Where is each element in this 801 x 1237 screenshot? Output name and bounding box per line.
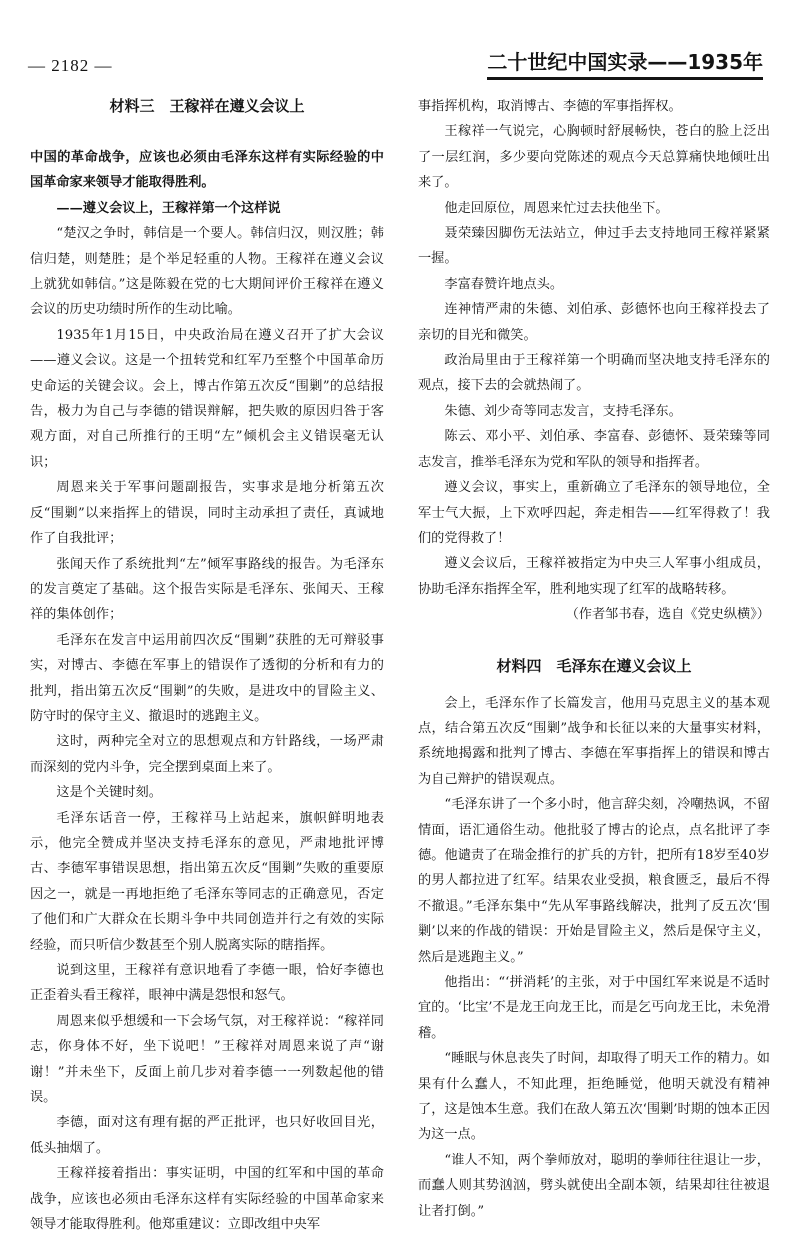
paragraph: 毛泽东话音一停，王稼祥马上站起来，旗帜鲜明地表示，他完全赞成并坚决支持毛泽东的意见，严肃地批评博古、李德军事错误思想，指出第五次反“围剿”失败的重要原因之一，就是一再地拒绝了毛泽东等同志的正确意见，否定了他们和广大群众在长期斗争中共同创造并行之有效的实际经验，而只听信少数甚至个别人脱离实际的瞎指挥。	[30, 810, 384, 953]
attribution: （作者邹书春，选自《党史纵横》）	[565, 607, 770, 623]
page-number: — 2182 —	[28, 56, 113, 75]
paragraph: 毛泽东在发言中运用前四次反“围剿”获胜的无可辩驳事实，对博古、李德在军事上的错误作了透彻的分析和有力的批判，指出第五次反“围剿”的失败，是进攻中的冒险主义、防守时的保守主义、撤退时的逃跑主义。	[30, 632, 384, 724]
paragraph: 陈云、邓小平、刘伯承、李富春、彭德怀、聂荣臻等同志发言，推举毛泽东为党和军队的领导和指挥者。	[418, 429, 770, 470]
lead-quote: 中国的革命战争，应该也必须由毛泽东这样有实际经验的中国革命家来领导才能取得胜利。	[30, 150, 384, 191]
paragraph: “楚汉之争时，韩信是一个要人。韩信归汉，则汉胜；韩信归楚，则楚胜；是个举足轻重的人物。王稼祥在遵义会议上就犹如韩信。”这是陈毅在党的七大期间评价王稼祥在遵义会议的历史功绩时所作的生动比喻。	[30, 226, 384, 318]
paragraph: 王稼祥一气说完，心胸顿时舒展畅快，苍白的脸上泛出了一层红润，多少要向党陈述的观点今天总算痛快地倾吐出来了。	[418, 124, 770, 191]
paragraph: 这是个关键时刻。	[56, 785, 162, 801]
paragraph: 李富春赞许地点头。	[444, 276, 564, 292]
paragraph: 他指出：“‘拼消耗’的主张，对于中国红军来说是不适时宜的。‘比宝’不是龙王向龙王比，而是乞丐向龙王比，未免滑稽。	[418, 975, 770, 1041]
left-column	[30, 94, 384, 1237]
paragraph: 这时，两种完全对立的思想观点和方针路线，一场严肃而深刻的党内斗争，完全摆到桌面上来了。	[30, 734, 384, 775]
paragraph: 周恩来似乎想缓和一下会场气氛，对王稼祥说：“稼祥同志，你身体不好，坐下说吧！”王稼祥对周恩来说了声“谢谢！”并未坐下，反面上前几步对着李德一一列数起他的错误。	[30, 1013, 384, 1106]
paragraph: 聂荣臻因脚伤无法站立，伸过手去支持地同王稼祥紧紧一握。	[418, 226, 770, 267]
subtitle: ——遵义会议上，王稼祥第一个这样说	[56, 200, 281, 216]
paragraph: 遵义会议，事实上，重新确立了毛泽东的领导地位，全军士气大振，上下欢呼四起，奔走相告——红军得救了！我们的党得救了！	[418, 480, 770, 546]
paragraph: 遵义会议后，王稼祥被指定为中央三人军事小组成员，协助毛泽东指挥全军，胜利地实现了红军的战略转移。	[418, 556, 770, 597]
paragraph: 李德，面对这有理有据的严正批评，也只好收回目光，低头抽烟了。	[30, 1115, 384, 1156]
paragraph: 他走回原位，周恩来忙过去扶他坐下。	[444, 200, 669, 216]
paragraph: 连神情严肃的朱德、刘伯承、彭德怀也向王稼祥投去了亲切的目光和微笑。	[418, 302, 770, 343]
paragraph-continued: 事指挥机构，取消博古、李德的军事指挥权。	[418, 99, 682, 114]
book-title: 二十世纪中国实录——1935年	[487, 46, 763, 80]
paragraph: “毛泽东讲了一个多小时，他言辞尖刻，冷嘲热讽，不留情面，语汇通俗生动。他批驳了博古的论点，点名批评了李德。他谴责了在瑞金推行的扩兵的方针，把所有18岁至40岁的男人都拉进了红军。结果农业受损，粮食匮乏，最后不得不撤退。”毛泽东集中“先从军事路线解决，批判了反五次‘围剿’以来的作战的错误：开始是冒险主义，然后是保守主义，然后是逃跑主义。”	[418, 797, 770, 965]
page-header	[0, 0, 801, 80]
paragraph: 政治局里由于王稼祥第一个明确而坚决地支持毛泽东的观点，接下去的会就热闹了。	[418, 353, 770, 394]
paragraph: 1935年1月15日，中央政治局在遵义召开了扩大会议——遵义会议。这是一个扭转党和红军乃至整个中国革命历史命运的关键会议。会上，博古作第五次反“围剿”的总结报告，极力为自己与李德的错误辩解，把失败的原因归咎于客观方面，对自己所推行的王明“左”倾机会主义错误毫无认识；	[30, 327, 384, 470]
paragraph: “睡眠与休息丧失了时间，却取得了明天工作的精力。如果有什么蠢人，不知此理，拒绝睡觉，他明天就没有精神了，这是蚀本生意。我们在敌人第五次‘围剿’时期的蚀本正因为这一点。	[418, 1051, 770, 1143]
right-column	[418, 94, 770, 1224]
paragraph: 王稼祥接着指出：事实证明，中国的红军和中国的革命战争，应该也必须由毛泽东这样有实际经验的中国革命家来领导才能取得胜利。他郑重建议：立即改组中央军	[30, 1166, 384, 1233]
paragraph: 周恩来关于军事问题副报告，实事求是地分析第五次反“围剿”以来指挥上的错误，同时主动承担了责任，真诚地作了自我批评；	[30, 480, 384, 547]
material-three-title: 材料三 王稼祥在遵义会议上	[109, 97, 305, 115]
paragraph: 会上，毛泽东作了长篇发言，他用马克思主义的基本观点，结合第五次反“围剿”战争和长征以来的大量事实材料，系统地揭露和批判了博古、李德在军事指挥上的错误和博古为自己辩护的错误观点。	[418, 695, 770, 787]
paragraph: 朱德、刘少奇等同志发言，支持毛泽东。	[444, 403, 682, 419]
paragraph: 张闻天作了系统批判“左”倾军事路线的报告。为毛泽东的发言奠定了基础。这个报告实际是毛泽东、张闻天、王稼祥的集体创作；	[30, 556, 384, 623]
paragraph: “谁人不知，两个拳师放对，聪明的拳师往往退让一步，而蠢人则其势汹汹，劈头就使出全副本领，结果却往往被退让者打倒。”	[418, 1152, 770, 1219]
material-four-title: 材料四 毛泽东在遵义会议上	[496, 656, 692, 675]
paragraph: 说到这里，王稼祥有意识地看了李德一眼，恰好李德也正歪着头看王稼祥，眼神中满是怨恨和怒气。	[30, 963, 384, 1004]
